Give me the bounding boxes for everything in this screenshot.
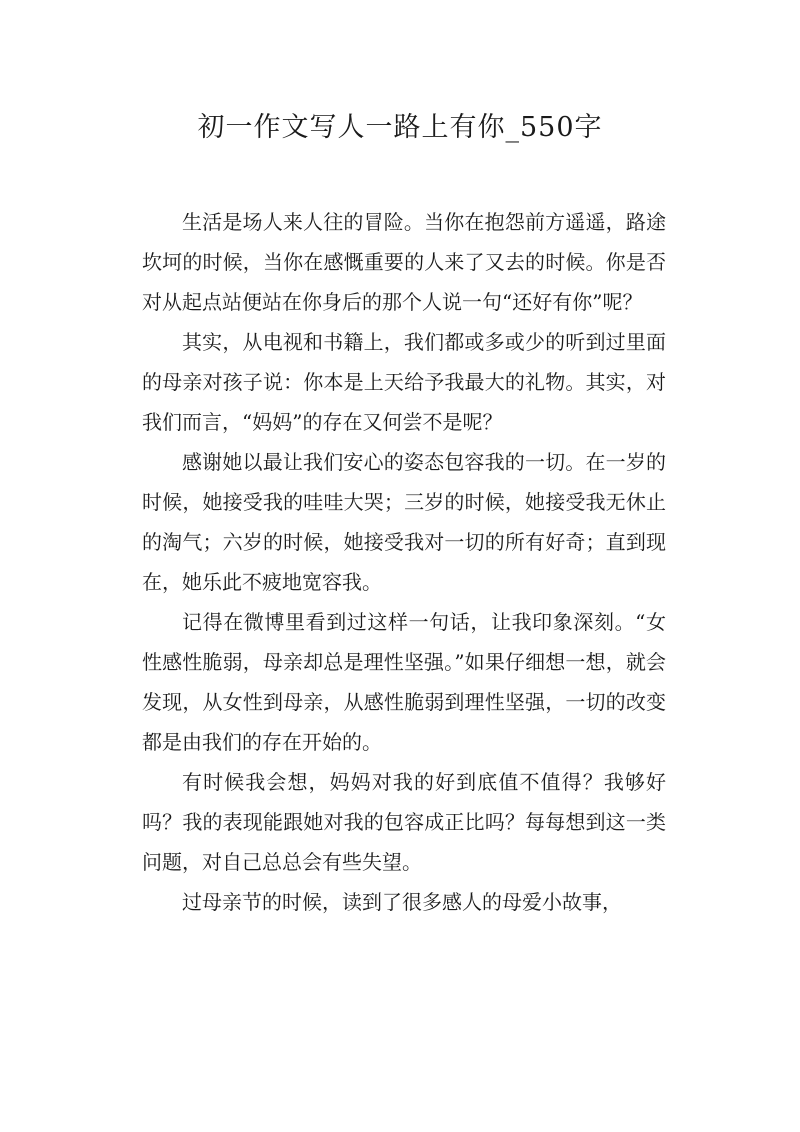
document-body (142, 202, 666, 922)
paragraph: 感谢她以最让我们安心的姿态包容我的一切。在一岁的时候，她接受我的哇哇大哭；三岁的时候，她接受我无休止的淘气；六岁的时候，她接受我对一切的所有好奇；直到现在，她乐此不疲地宽容我。 (142, 450, 666, 594)
paragraph: 记得在微博里看到过这样一句话，让我印象深刻。“女性感性脆弱，母亲却总是理性坚强。”如果仔细想一想，就会发现，从女性到母亲，从感性脆弱到理性坚强，一切的改变都是由我们的存在开始的。 (142, 610, 666, 754)
paragraph: 有时候我会想，妈妈对我的好到底值不值得？我够好吗？我的表现能跟她对我的包容成正比吗？每每想到这一类问题，对自己总总会有些失望。 (142, 770, 666, 874)
paragraph: 其实，从电视和书籍上，我们都或多或少的听到过里面的母亲对孩子说：你本是上天给予我最大的礼物。其实，对我们而言，“妈妈”的存在又何尝不是呢？ (142, 330, 666, 434)
paragraph: 生活是场人来人往的冒险。当你在抱怨前方遥遥，路途坎坷的时候，当你在感慨重要的人来了又去的时候。你是否对从起点站便站在你身后的那个人说一句“还好有你”呢？ (142, 210, 666, 314)
document-title: 初一作文写人一路上有你_550字 (197, 112, 603, 143)
paragraph: 过母亲节的时候，读到了很多感人的母爱小故事， (182, 890, 622, 914)
